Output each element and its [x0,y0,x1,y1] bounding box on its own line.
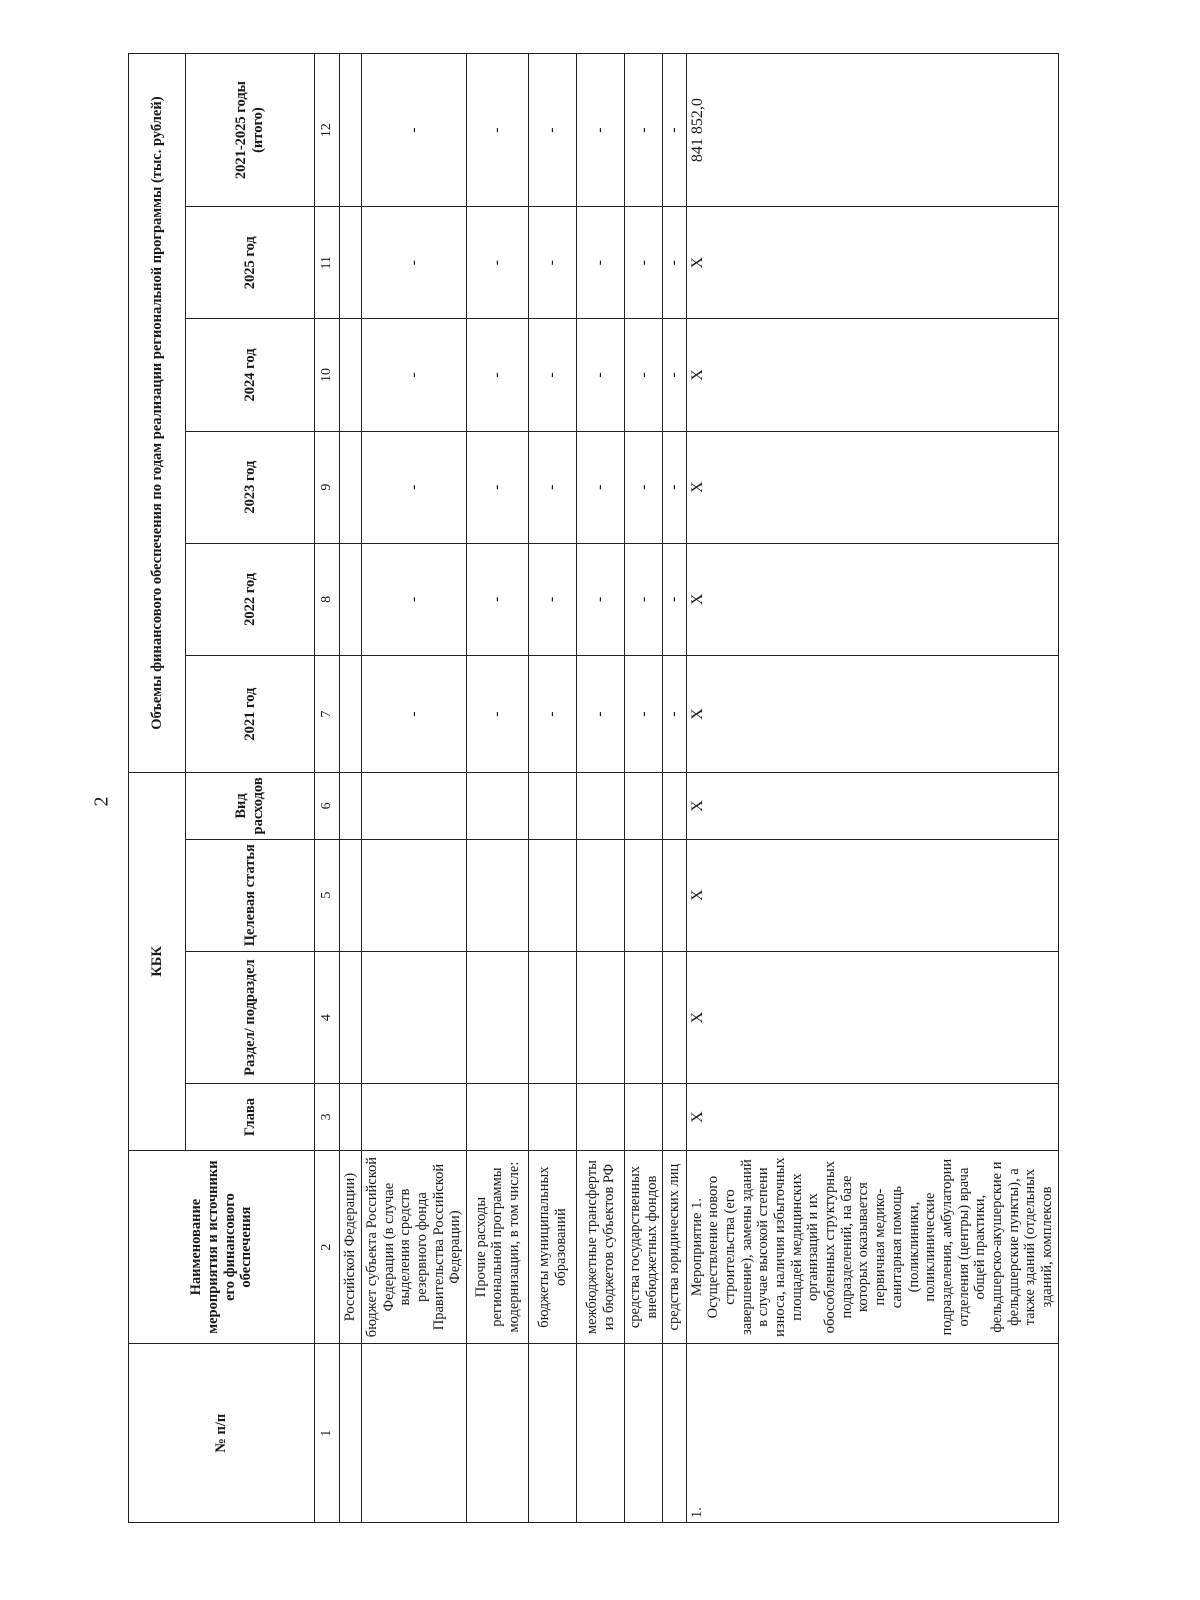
row-number [467,1344,529,1523]
column-index: 6 [315,773,340,839]
table-row [340,54,362,1523]
column-index: 2 [315,1150,340,1344]
kbk-cell [577,839,625,951]
row-name: средства государственных внебюджетных фондов [625,1150,663,1344]
year-value-cell: - [577,319,625,431]
total-cell: - [663,54,686,207]
table-row [529,54,577,1523]
header-year-2025: 2025 год [186,207,315,319]
year-value-cell [340,207,362,319]
rotated-table-sheet [128,53,1083,1523]
column-index: 1 [315,1344,340,1523]
kbk-cell [467,951,529,1084]
kbk-cell [663,773,686,839]
header-year-2021: 2021 год [186,655,315,772]
kbk-cell [625,839,663,951]
year-value-cell: - [625,655,663,772]
kbk-cell [362,1084,467,1150]
year-value-cell [340,431,362,543]
kbk-cell [663,839,686,951]
year-value-cell [340,319,362,431]
year-value-cell: - [362,207,467,319]
total-cell [340,54,362,207]
table-row [467,54,529,1523]
column-index-row [315,54,340,1523]
kbk-cell [340,773,362,839]
total-cell: - [577,54,625,207]
year-value-cell: - [467,207,529,319]
column-index: 7 [315,655,340,772]
kbk-cell [625,1084,663,1150]
row-number [625,1344,663,1523]
year-value-cell: - [529,319,577,431]
year-value-cell: - [663,431,686,543]
header-year-2024: 2024 год [186,319,315,431]
header-kbk-section: Раздел/ подраздел [186,951,315,1084]
kbk-cell [467,773,529,839]
page-number: 2 [90,796,113,807]
row-name: Российской Федерации) [340,1150,362,1344]
kbk-cell [529,1084,577,1150]
table-row [686,54,1058,1523]
year-value-cell: - [467,543,529,655]
header-total: 2021-2025 годы (итого) [186,54,315,207]
kbk-cell: Х [686,839,1058,951]
row-name: Прочие расходы региональной программы модернизации, в том числе: [467,1150,529,1344]
year-value-cell: - [467,431,529,543]
row-name: бюджеты муниципальных образований [529,1150,577,1344]
kbk-cell [663,1084,686,1150]
row-number [340,1344,362,1523]
kbk-cell [467,839,529,951]
kbk-cell: Х [686,951,1058,1084]
year-value-cell: - [362,655,467,772]
year-value-cell: Х [686,543,1058,655]
year-value-cell: - [663,207,686,319]
year-value-cell: - [625,431,663,543]
row-name: бюджет субъекта Российской Федерации (в случае выделения средств резервного фонда Правительства Российской Федерации) [362,1150,467,1344]
kbk-cell [529,839,577,951]
row-number [362,1344,467,1523]
kbk-cell [529,951,577,1084]
kbk-cell: Х [686,1084,1058,1150]
year-value-cell: - [529,207,577,319]
table-row [577,54,625,1523]
column-index: 11 [315,207,340,319]
year-value-cell: Х [686,319,1058,431]
column-index: 8 [315,543,340,655]
kbk-cell [467,1084,529,1150]
kbk-cell [340,1084,362,1150]
total-cell: - [467,54,529,207]
year-value-cell: - [577,431,625,543]
row-number: 1. [686,1344,1058,1523]
year-value-cell [340,655,362,772]
kbk-cell [625,951,663,1084]
kbk-cell [362,773,467,839]
header-year-2023: 2023 год [186,431,315,543]
year-value-cell [340,543,362,655]
kbk-cell: Х [686,773,1058,839]
year-value-cell: - [362,319,467,431]
row-number [663,1344,686,1523]
table-row [663,54,686,1523]
kbk-cell [625,773,663,839]
year-value-cell: - [529,431,577,543]
row-number [577,1344,625,1523]
column-index: 4 [315,951,340,1084]
kbk-cell [362,839,467,951]
header-kbk-expense-type: Вид расходов [186,773,315,839]
header-kbk-target: Целевая статья [186,839,315,951]
column-index: 9 [315,431,340,543]
header-num: № п/п [129,1344,315,1523]
table-body [340,54,1059,1523]
year-value-cell: - [663,319,686,431]
header-year-2022: 2022 год [186,543,315,655]
row-name: средства юридических лиц [663,1150,686,1344]
header-kbk: КБК [129,773,186,1150]
kbk-cell [529,773,577,839]
row-name: межбюджетные трансферты из бюджетов субъектов РФ [577,1150,625,1344]
kbk-cell [663,951,686,1084]
total-cell: - [625,54,663,207]
column-index: 12 [315,54,340,207]
total-cell: - [362,54,467,207]
table-row [362,54,467,1523]
kbk-cell [362,951,467,1084]
kbk-cell [577,951,625,1084]
year-value-cell: - [467,319,529,431]
row-number [529,1344,577,1523]
total-cell: - [529,54,577,207]
year-value-cell: - [577,207,625,319]
financing-table [128,53,1059,1523]
year-value-cell: - [577,543,625,655]
header-name: Наименование мероприятия и источники его финансового обеспечения [129,1150,315,1344]
year-value-cell: Х [686,207,1058,319]
year-value-cell: Х [686,431,1058,543]
total-cell: 841 852,0 [686,54,1058,207]
year-value-cell: - [529,655,577,772]
kbk-cell [577,1084,625,1150]
column-index: 10 [315,319,340,431]
kbk-cell [340,839,362,951]
year-value-cell: - [663,655,686,772]
column-index: 5 [315,839,340,951]
header-kbk-chapter: Глава [186,1084,315,1150]
year-value-cell: - [467,655,529,772]
year-value-cell: Х [686,655,1058,772]
table-row [625,54,663,1523]
year-value-cell: - [663,543,686,655]
year-value-cell: - [625,319,663,431]
column-index: 3 [315,1084,340,1150]
year-value-cell: - [577,655,625,772]
year-value-cell: - [529,543,577,655]
year-value-cell: - [625,543,663,655]
row-name: Мероприятие 1. Осуществление нового строительства (его завершение), замены зданий в случае высокой степени износа, наличия избыточных площадей медицинских организаций и их обособленных структурных подразделений, на базе которых оказывается первичная медико-санитарная помощь (поликлиники, поликлинические подразделения, амбулатории отделения (центры) врача общей практики, фельдшерско-акушерские и фельдшерские пункты), а также зданий (отдельных зданий, комплексов [686,1150,1058,1344]
year-value-cell: - [362,543,467,655]
year-value-cell: - [625,207,663,319]
header-volumes: Объемы финансового обеспечения по годам реализации региональной программы (тыс. рублей) [129,54,186,773]
kbk-cell [577,773,625,839]
kbk-cell [340,951,362,1084]
year-value-cell: - [362,431,467,543]
